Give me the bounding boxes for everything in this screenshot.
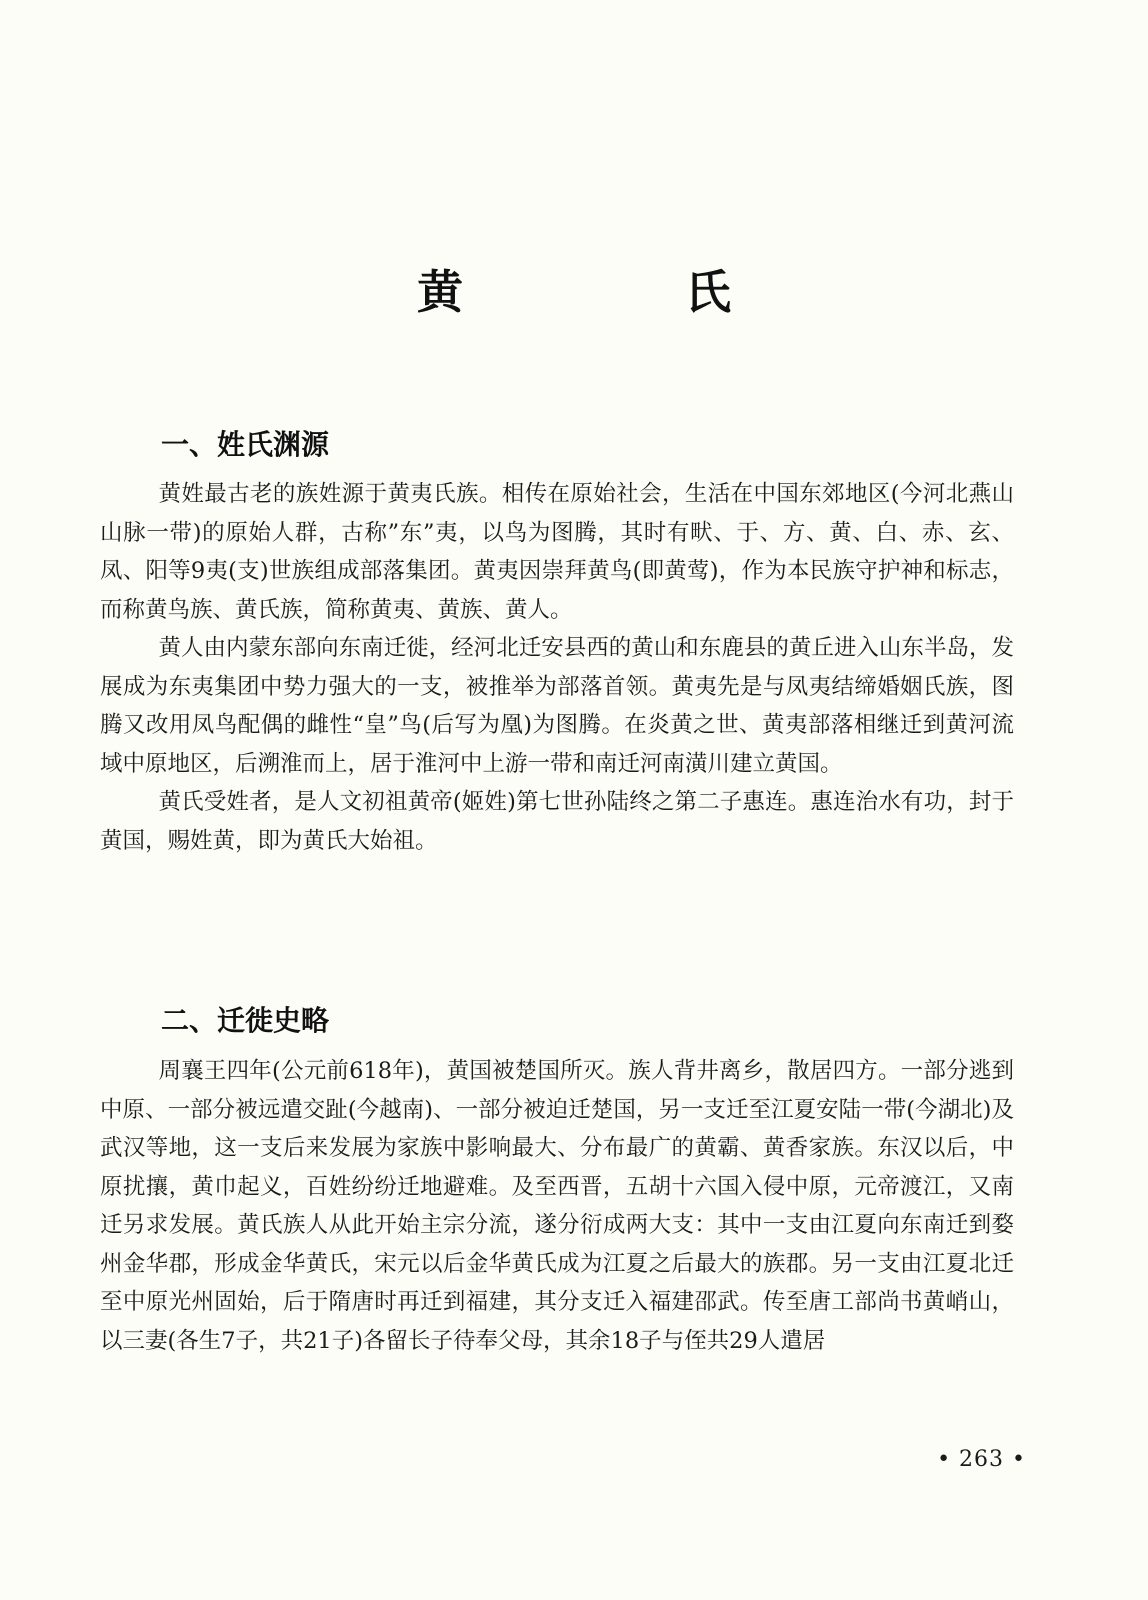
section-heading-migration: 二、迁徙史略	[161, 1004, 330, 1037]
section-body-origin	[100, 475, 1014, 860]
section-body-migration	[100, 1052, 1014, 1360]
section-heading-origin: 一、姓氏渊源	[161, 428, 330, 461]
paragraph: 黄人由内蒙东部向东南迁徙，经河北迁安县西的黄山和东鹿县的黄丘进入山东半岛，发展成为东夷集团中势力强大的一支，被推举为部落首领。黄夷先是与凤夷结缔婚姻氏族，图腾又改用凤鸟配偶的雌性“皇”鸟(后写为凰)为图腾。在炎黄之世、黄夷部落相继迁到黄河流域中原地区，后溯淮而上，居于淮河中上游一带和南迁河南潢川建立黄国。	[100, 635, 1014, 777]
page-number: • 263 •	[937, 1447, 1026, 1472]
page-title: 黄 氏	[417, 265, 819, 319]
paragraph: 黄氏受姓者，是人文初祖黄帝(姬姓)第七世孙陆终之第二子惠连。惠连治水有功，封于黄国，赐姓黄，即为黄氏大始祖。	[100, 789, 1014, 854]
paragraph: 黄姓最古老的族姓源于黄夷氏族。相传在原始社会，生活在中国东郊地区(今河北燕山山脉一带)的原始人群，古称”东”夷，以鸟为图腾，其时有畎、于、方、黄、白、赤、玄、凤、阳等9夷(支)世族组成部落集团。黄夷因崇拜黄鸟(即黄莺)，作为本民族守护神和标志，而称黄鸟族、黄氏族，简称黄夷、黄族、黄人。	[100, 481, 1014, 623]
paragraph: 周襄王四年(公元前618年)，黄国被楚国所灭。族人背井离乡，散居四方。一部分逃到中原、一部分被远遣交趾(今越南)、一部分被迫迁楚国，另一支迁至江夏安陆一带(今湖北)及武汉等地，这一支后来发展为家族中影响最大、分布最广的黄霸、黄香家族。东汉以后，中原扰攘，黄巾起义，百姓纷纷迁地避难。及至西晋，五胡十六国入侵中原，元帝渡江，又南迁另求发展。黄氏族人从此开始主宗分流，遂分衍成两大支：其中一支由江夏向东南迁到婺州金华郡，形成金华黄氏，宋元以后金华黄氏成为江夏之后最大的族郡。另一支由江夏北迁至中原光州固始，后于隋唐时再迁到福建，其分支迁入福建邵武。传至唐工部尚书黄峭山，以三妻(各生7子，共21子)各留长子待奉父母，其余18子与侄共29人遣居	[100, 1058, 1014, 1354]
